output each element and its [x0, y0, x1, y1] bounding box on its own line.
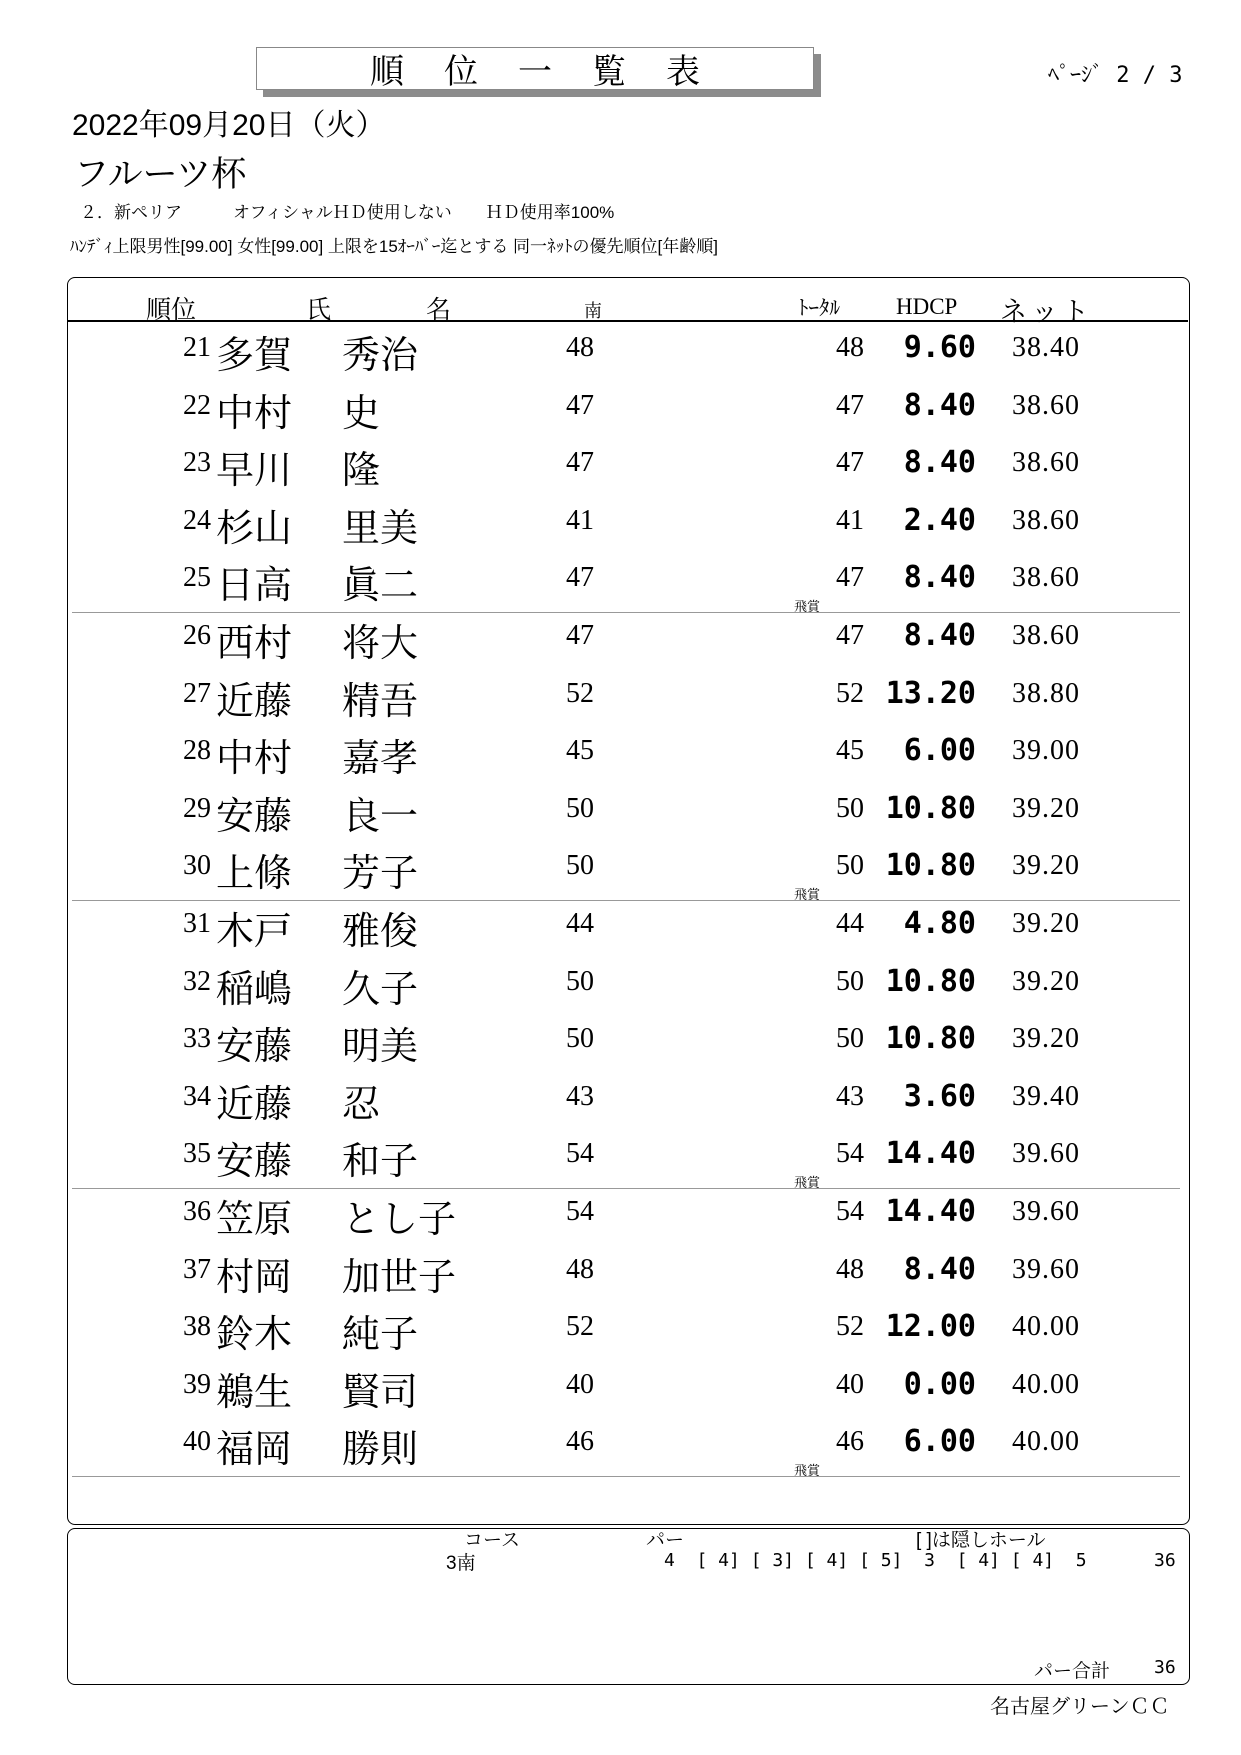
- first-name-cell: 秀治: [342, 335, 419, 377]
- south-score-cell: 50: [566, 792, 594, 824]
- hdcp-cell: 10.80: [885, 1021, 976, 1057]
- total-score-cell: 47: [836, 389, 864, 421]
- first-name-cell: 賢司: [342, 1371, 419, 1414]
- hdcp-cell: 8.40: [903, 1251, 976, 1287]
- first-name-cell: 精吾: [342, 680, 419, 723]
- table-row: [0, 894, 1241, 952]
- hole-pars: 4 [ 4] [ 3] [ 4] [ 5] 3 [ 4] [ 4] 5: [664, 1550, 1087, 1571]
- south-score-cell: 43: [566, 1080, 594, 1112]
- net-score-cell: 38.80: [1012, 677, 1080, 709]
- net-score-cell: 39.60: [1012, 1196, 1080, 1227]
- total-score-cell: 50: [836, 792, 864, 824]
- table-row: [0, 491, 1241, 549]
- total-score-cell: 50: [836, 1023, 864, 1055]
- prize-note: 飛賞: [794, 1464, 821, 1480]
- hdcp-cell: 6.00: [903, 1424, 976, 1460]
- table-row: [0, 606, 1241, 664]
- total-score-cell: 50: [836, 850, 864, 882]
- south-score-cell: 46: [566, 1426, 594, 1458]
- first-name-cell: 嘉孝: [342, 738, 419, 781]
- first-name-cell: 和子: [342, 1141, 419, 1184]
- south-score-cell: 47: [566, 562, 594, 594]
- south-score-cell: 50: [566, 1023, 594, 1055]
- total-score-cell: 47: [836, 447, 864, 479]
- hdcp-cell: 2.40: [903, 502, 976, 538]
- net-score-cell: 39.20: [1012, 1023, 1080, 1055]
- south-score-cell: 48: [566, 1253, 594, 1285]
- table-row: [0, 318, 1241, 376]
- last-name-cell: 西村: [216, 623, 293, 665]
- rank-cell: 27: [183, 677, 211, 709]
- table-row: [0, 664, 1241, 722]
- rank-cell: 26: [183, 620, 211, 651]
- total-score-cell: 48: [836, 1253, 864, 1285]
- south-score-cell: 50: [566, 965, 594, 997]
- hdcp-cell: 10.80: [885, 790, 976, 826]
- net-score-cell: 39.60: [1012, 1138, 1080, 1170]
- last-name-cell: 木戸: [216, 911, 293, 953]
- first-name-cell: とし子: [342, 1199, 457, 1241]
- rank-cell: 36: [183, 1196, 211, 1227]
- net-score-cell: 39.60: [1012, 1253, 1080, 1285]
- first-name-cell: 芳子: [342, 853, 419, 896]
- rank-cell: 24: [183, 504, 211, 536]
- south-score-cell: 44: [566, 908, 594, 939]
- net-score-cell: 39.20: [1012, 965, 1080, 997]
- net-score-cell: 39.20: [1012, 850, 1080, 882]
- hdcp-cell: 13.20: [885, 675, 976, 711]
- rank-cell: 35: [183, 1138, 211, 1170]
- south-score-cell: 47: [566, 620, 594, 651]
- net-score-cell: 38.60: [1012, 504, 1080, 536]
- hdcp-cell: 8.40: [903, 445, 976, 481]
- table-row: [0, 779, 1241, 837]
- course-name: 3南: [446, 1553, 476, 1574]
- table-row: [0, 1355, 1241, 1413]
- par-row-total: 36: [1154, 1550, 1176, 1571]
- net-score-cell: 40.00: [1012, 1311, 1080, 1343]
- last-name-cell: 中村: [216, 392, 293, 435]
- par-total-label: パー合計: [1034, 1661, 1111, 1682]
- total-score-cell: 52: [836, 677, 864, 709]
- col-header-total: ﾄｰﾀﾙ: [798, 296, 840, 320]
- rank-cell: 28: [183, 735, 211, 767]
- total-score-cell: 47: [836, 620, 864, 651]
- rank-cell: 30: [183, 850, 211, 882]
- first-name-cell: 里美: [342, 507, 419, 550]
- hdcp-cell: 9.60: [903, 330, 976, 365]
- first-name-cell: 忍: [342, 1083, 381, 1126]
- south-score-cell: 45: [566, 735, 594, 767]
- par-label: パー: [646, 1530, 685, 1551]
- first-name-cell: 加世子: [342, 1256, 457, 1299]
- rank-cell: 34: [183, 1080, 211, 1112]
- scoring-condition: ２．新ペリア オフィシャルＨＤ使用しない ＨＤ使用率100%: [80, 203, 615, 222]
- course-label: コース: [464, 1530, 521, 1551]
- hdcp-cell: 3.60: [903, 1078, 976, 1114]
- last-name-cell: 稲嶋: [216, 968, 293, 1011]
- south-score-cell: 48: [566, 332, 594, 363]
- rank-cell: 25: [183, 562, 211, 594]
- total-score-cell: 40: [836, 1368, 864, 1400]
- rank-cell: 40: [183, 1426, 211, 1458]
- col-header-hdcp: HDCP: [896, 294, 958, 319]
- table-row: [0, 836, 1241, 904]
- club-name: 名古屋グリーンＣＣ: [990, 1696, 1170, 1718]
- net-score-cell: 38.40: [1012, 332, 1080, 363]
- table-row: [0, 1182, 1241, 1240]
- total-score-cell: 52: [836, 1311, 864, 1343]
- total-score-cell: 48: [836, 332, 864, 363]
- net-score-cell: 38.60: [1012, 447, 1080, 479]
- hdcp-cell: 8.40: [903, 387, 976, 423]
- rank-cell: 22: [183, 389, 211, 421]
- rank-cell: 33: [183, 1023, 211, 1055]
- rank-cell: 23: [183, 447, 211, 479]
- last-name-cell: 安藤: [216, 795, 293, 838]
- table-row: [0, 1067, 1241, 1125]
- net-score-cell: 39.20: [1012, 908, 1080, 939]
- total-score-cell: 54: [836, 1138, 864, 1170]
- net-score-cell: 39.00: [1012, 735, 1080, 767]
- col-header-rank: 順位: [146, 297, 197, 324]
- table-row: [0, 952, 1241, 1010]
- hdcp-cell: 10.80: [885, 963, 976, 999]
- south-score-cell: 40: [566, 1368, 594, 1400]
- net-score-cell: 40.00: [1012, 1426, 1080, 1458]
- prize-note: 飛賞: [794, 888, 821, 904]
- table-row: [0, 548, 1241, 616]
- total-score-cell: 46: [836, 1426, 864, 1458]
- col-header-net: ネット: [1000, 297, 1093, 327]
- last-name-cell: 福岡: [216, 1429, 293, 1472]
- first-name-cell: 明美: [342, 1026, 419, 1069]
- event-date: 2022年09月20日（火）: [72, 109, 386, 142]
- south-score-cell: 54: [566, 1138, 594, 1170]
- first-name-cell: 隆: [342, 450, 381, 493]
- total-score-cell: 43: [836, 1080, 864, 1112]
- net-score-cell: 38.60: [1012, 389, 1080, 421]
- net-score-cell: 40.00: [1012, 1368, 1080, 1400]
- prize-note: 飛賞: [794, 1176, 821, 1192]
- event-name: フルーツ杯: [74, 155, 247, 194]
- hdcp-cell: 4.80: [903, 906, 976, 941]
- last-name-cell: 中村: [216, 738, 293, 781]
- rank-cell: 39: [183, 1368, 211, 1400]
- table-row: [0, 1009, 1241, 1067]
- table-row: [0, 376, 1241, 434]
- page-number: ﾍﾟｰｼﾞ 2 / 3: [1048, 63, 1183, 88]
- first-name-cell: 勝則: [342, 1429, 419, 1472]
- group-divider: [72, 1476, 1180, 1477]
- south-score-cell: 41: [566, 504, 594, 536]
- first-name-cell: 純子: [342, 1314, 419, 1357]
- first-name-cell: 久子: [342, 968, 419, 1011]
- handicap-condition: ﾊﾝﾃﾞｨ上限男性[99.00] 女性[99.00] 上限を15ｵｰﾊﾞｰ迄とする 同一ﾈｯﾄの優先順位[年齢順]: [70, 237, 718, 256]
- hdcp-cell: 8.40: [903, 618, 976, 653]
- rank-cell: 32: [183, 965, 211, 997]
- table-row: [0, 1412, 1241, 1480]
- total-score-cell: 44: [836, 908, 864, 939]
- hdcp-cell: 0.00: [903, 1366, 976, 1402]
- last-name-cell: 笠原: [216, 1199, 293, 1241]
- prize-note: 飛賞: [794, 600, 821, 616]
- first-name-cell: 史: [342, 392, 381, 435]
- last-name-cell: 上條: [216, 853, 293, 896]
- south-score-cell: 50: [566, 850, 594, 882]
- south-score-cell: 52: [566, 677, 594, 709]
- col-header-name-b: 名: [426, 297, 452, 324]
- south-score-cell: 47: [566, 389, 594, 421]
- rank-cell: 38: [183, 1311, 211, 1343]
- table-row: [0, 1297, 1241, 1355]
- first-name-cell: 眞二: [342, 565, 419, 608]
- hdcp-cell: 10.80: [885, 848, 976, 884]
- rank-cell: 31: [183, 908, 211, 939]
- rank-cell: 37: [183, 1253, 211, 1285]
- col-header-name-a: 氏: [306, 297, 332, 324]
- total-score-cell: 54: [836, 1196, 864, 1227]
- last-name-cell: 鈴木: [216, 1314, 293, 1357]
- total-score-cell: 45: [836, 735, 864, 767]
- table-row: [0, 1124, 1241, 1192]
- first-name-cell: 良一: [342, 795, 419, 838]
- table-row: [0, 1240, 1241, 1298]
- hdcp-cell: 14.40: [885, 1136, 976, 1172]
- south-score-cell: 47: [566, 447, 594, 479]
- last-name-cell: 早川: [216, 450, 293, 493]
- first-name-cell: 将大: [342, 623, 419, 665]
- net-score-cell: 39.40: [1012, 1080, 1080, 1112]
- hdcp-cell: 12.00: [885, 1309, 976, 1345]
- south-score-cell: 52: [566, 1311, 594, 1343]
- col-header-south: 南: [584, 301, 602, 321]
- last-name-cell: 日高: [216, 565, 293, 608]
- south-score-cell: 54: [566, 1196, 594, 1227]
- last-name-cell: 杉山: [216, 507, 293, 550]
- total-score-cell: 50: [836, 965, 864, 997]
- hdcp-cell: 8.40: [903, 560, 976, 596]
- net-score-cell: 39.20: [1012, 792, 1080, 824]
- hdcp-cell: 6.00: [903, 733, 976, 769]
- net-score-cell: 38.60: [1012, 562, 1080, 594]
- total-score-cell: 41: [836, 504, 864, 536]
- last-name-cell: 村岡: [216, 1256, 293, 1299]
- last-name-cell: 多賀: [216, 335, 293, 377]
- last-name-cell: 近藤: [216, 680, 293, 723]
- par-total-value: 36: [1154, 1657, 1176, 1678]
- hidden-hole-label: [ ]は隠しホール: [916, 1530, 1046, 1551]
- total-score-cell: 47: [836, 562, 864, 594]
- last-name-cell: 安藤: [216, 1141, 293, 1184]
- last-name-cell: 鵜生: [216, 1371, 293, 1414]
- rank-cell: 21: [183, 332, 211, 363]
- rank-cell: 29: [183, 792, 211, 824]
- hdcp-cell: 14.40: [885, 1194, 976, 1229]
- page-title: 順位一覧表: [256, 47, 814, 90]
- table-row: [0, 433, 1241, 491]
- first-name-cell: 雅俊: [342, 911, 419, 953]
- last-name-cell: 近藤: [216, 1083, 293, 1126]
- last-name-cell: 安藤: [216, 1026, 293, 1069]
- table-row: [0, 721, 1241, 779]
- net-score-cell: 38.60: [1012, 620, 1080, 651]
